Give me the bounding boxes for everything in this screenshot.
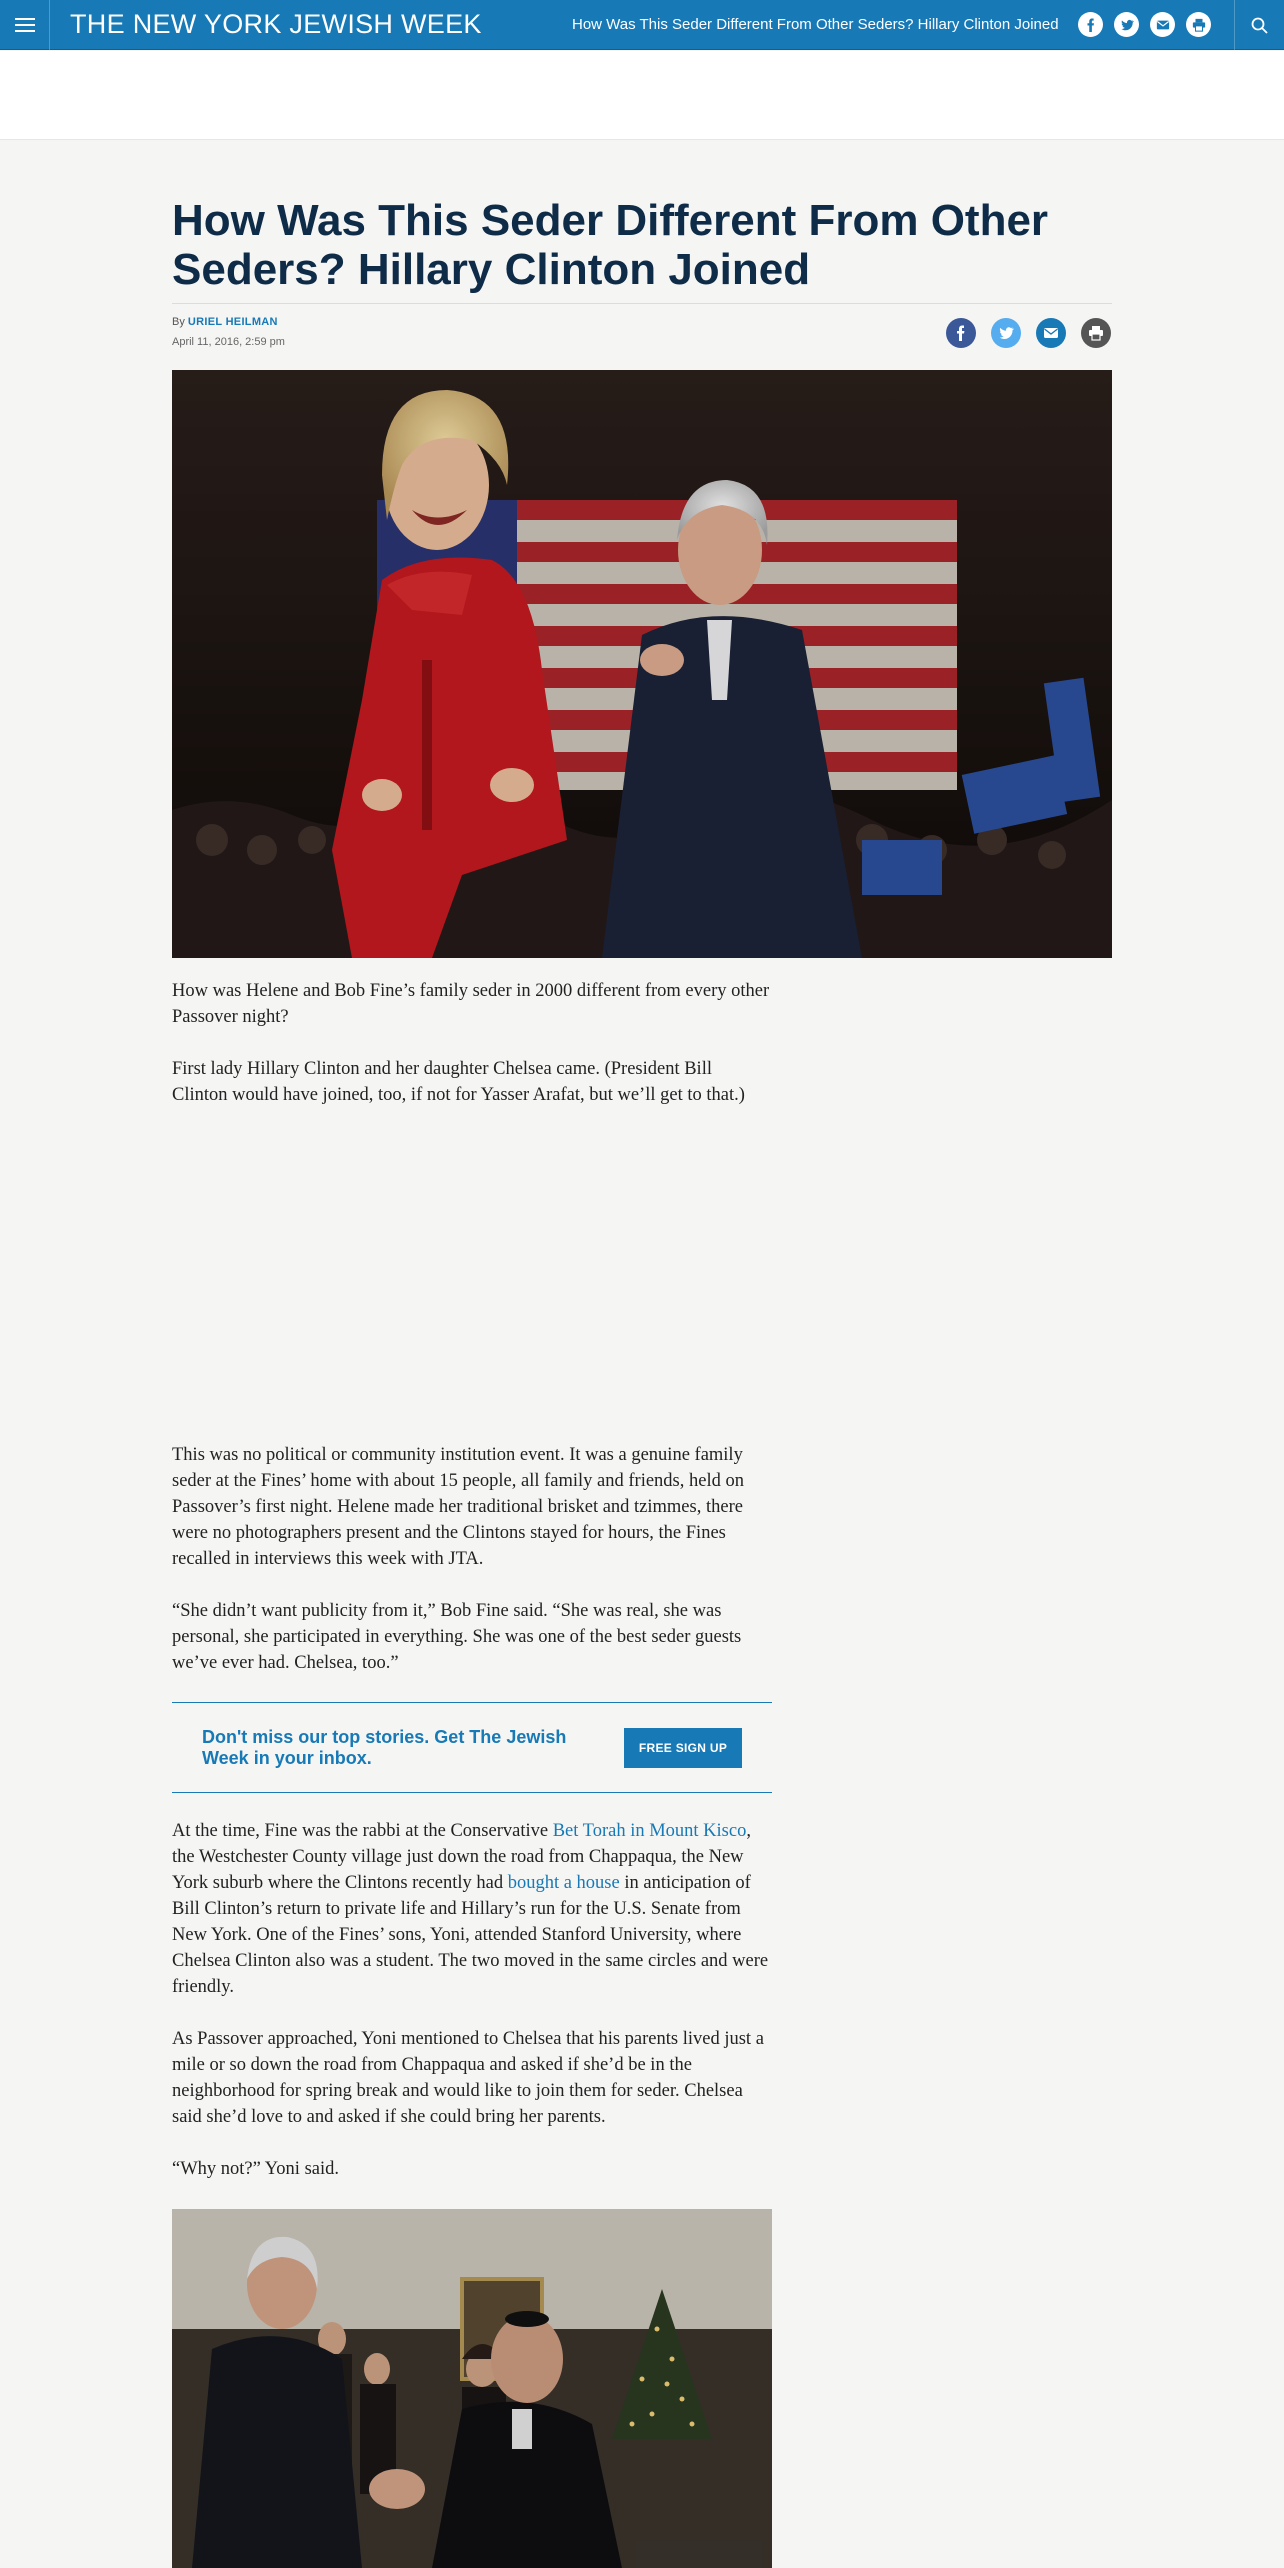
byline-prefix: By	[172, 316, 185, 328]
article-paragraph-4: “She didn’t want publicity from it,” Bob Fine said. “She was real, she was personal, she participated in everything. She was one of the best seder guests we’ve ever had. Chelsea, too.”	[172, 1601, 742, 1673]
facebook-icon	[953, 325, 969, 341]
print-button[interactable]	[1081, 318, 1111, 348]
publish-date: April 11, 2016, 2:59 pm	[172, 336, 285, 348]
article-paragraph-5	[172, 1818, 772, 2000]
site-header	[0, 0, 1284, 50]
article-paragraph-1: How was Helene and Bob Fine’s family seder in 2000 different from every other Passover night?	[172, 981, 770, 1027]
newsletter-text: Don't miss our top stories. Get The Jewish Week in your inbox.	[202, 1727, 567, 1768]
menu-button[interactable]	[0, 0, 50, 50]
email-icon	[1156, 18, 1170, 32]
site-logo[interactable]: THE NEW YORK JEWISH WEEK	[70, 9, 482, 39]
paragraph-5-text-c: in anticipation of Bill Clinton’s return to private life and Hillary’s run for the U.S. Senate from New York. One of the Fines’ sons, Yoni, attended Stanford University, where Chelsea Clinton also was a student. The two moved in the same circles and were friendly.	[172, 1873, 769, 1997]
byline	[172, 316, 278, 328]
twitter-share-button[interactable]	[991, 318, 1021, 348]
facebook-icon	[1084, 18, 1098, 32]
facebook-share-button[interactable]	[946, 318, 976, 348]
hero-photo	[172, 370, 1112, 958]
header-twitter-button[interactable]	[1114, 12, 1139, 37]
free-signup-button[interactable]: FREE SIGN UP	[624, 1728, 742, 1768]
article-paragraph-2: First lady Hillary Clinton and her daughter Chelsea came. (President Bill Clinton would have joined, too, if not for Yasser Arafat, but we’ll get to that.)	[172, 1059, 745, 1105]
header-print-button[interactable]	[1186, 12, 1211, 37]
ad-slot	[0, 51, 1284, 140]
search-icon	[1251, 17, 1268, 34]
article-share-buttons	[946, 318, 1111, 348]
inline-photo	[172, 2209, 772, 2568]
article-paragraph-3: This was no political or community institution event. It was a genuine family seder at the Fines’ home with about 15 people, all family and friends, held on Passover’s first night. Helene made her traditional brisket and tzimmes, there were no photographers present and the Clintons stayed for hours, the Fines recalled in interviews this week with JTA.	[172, 1445, 744, 1569]
bought-a-house-link[interactable]: bought a house	[507, 1873, 620, 1893]
twitter-icon	[998, 325, 1014, 341]
newsletter-signup	[172, 1702, 772, 1793]
header-article-title: How Was This Seder Different From Other Seders? Hillary Clinton Joined	[572, 16, 1059, 33]
email-icon	[1043, 325, 1059, 341]
hamburger-icon	[15, 17, 35, 33]
title-divider	[172, 303, 1112, 304]
twitter-icon	[1120, 18, 1134, 32]
header-share-buttons	[1078, 12, 1211, 37]
header-email-button[interactable]	[1150, 12, 1175, 37]
email-share-button[interactable]	[1036, 318, 1066, 348]
bet-torah-link[interactable]: Bet Torah in Mount Kisco	[552, 1821, 747, 1841]
print-icon	[1192, 18, 1206, 32]
header-facebook-button[interactable]	[1078, 12, 1103, 37]
article-paragraph-7: “Why not?” Yoni said.	[172, 2159, 339, 2179]
search-button[interactable]	[1234, 0, 1284, 50]
article-paragraph-6: As Passover approached, Yoni mentioned to Chelsea that his parents lived just a mile or so down the road from Chappaqua and asked if she’d be in the neighborhood for spring break and would like to join them for seder. Chelsea said she’d love to and asked if she could bring her parents.	[172, 2029, 764, 2127]
paragraph-5-text-b: , the Westchester County village just down the road from Chappaqua, the New York suburb where the Clintons recently had	[172, 1821, 751, 1893]
paragraph-5-text-a: At the time, Fine was the rabbi at the Conservative	[172, 1821, 553, 1841]
article-title: How Was This Seder Different From Other Seders? Hillary Clinton Joined	[172, 196, 1049, 294]
print-icon	[1088, 325, 1104, 341]
author-link[interactable]: URIEL HEILMAN	[187, 316, 278, 328]
